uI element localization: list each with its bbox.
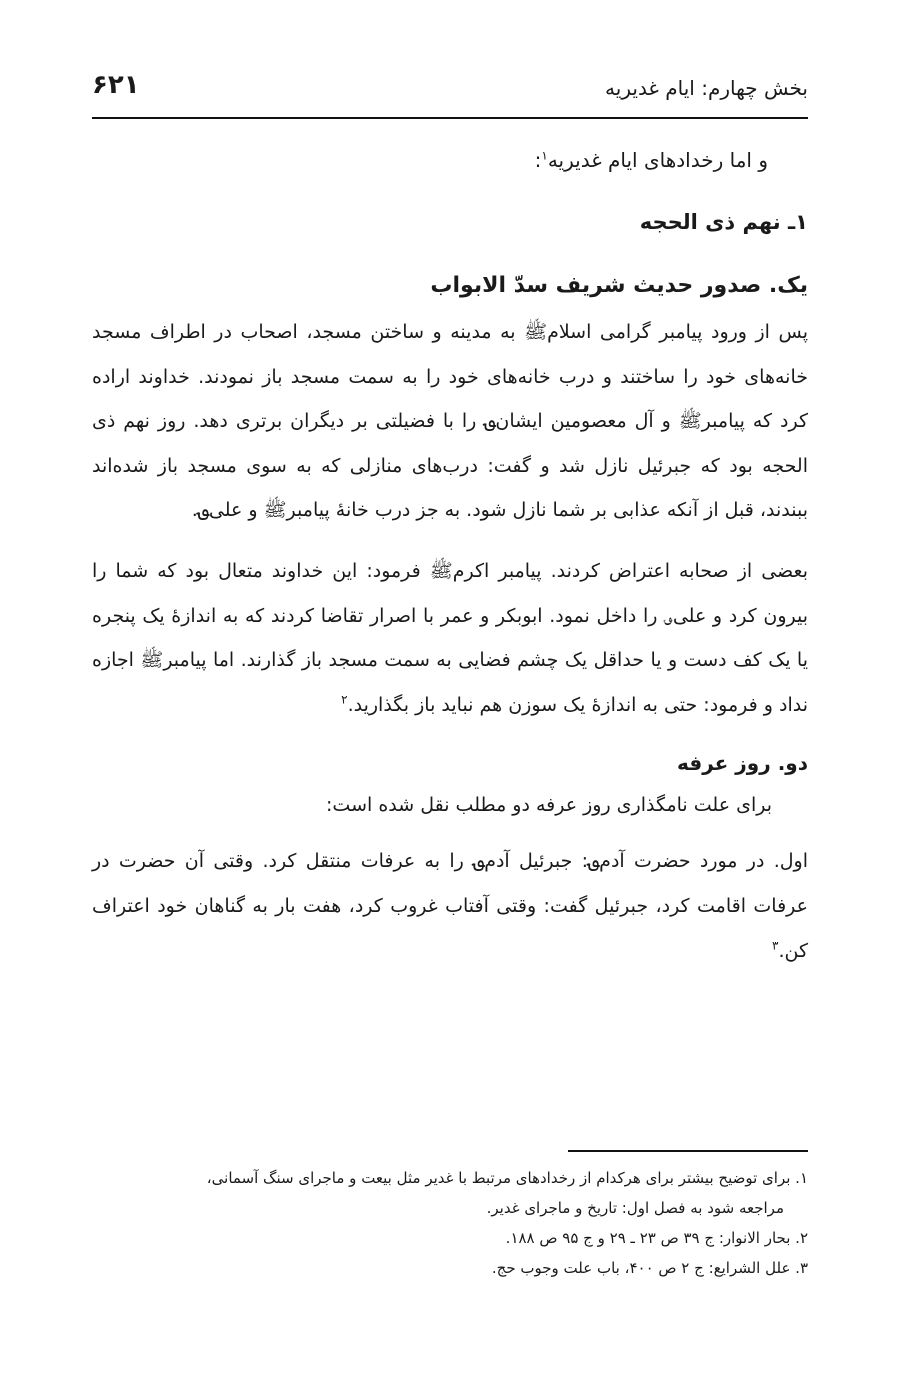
part-two-paragraph-1-text: اول. در مورد حضرت آدم؈: جبرئیل آدم؈ را به عرفات منتقل کرد. وقتی آن حضرت در عرفات اقامت کرد، جبرئیل گفت: وقتی آفتاب غروب کرد، هفت بار به گناهان خود اعتراف کن. xyxy=(92,850,808,962)
part-two-heading: دو. روز عرفه xyxy=(676,751,808,776)
header-divider xyxy=(92,117,808,119)
section-heading: ۱ـ نهم ذی الحجه xyxy=(639,210,808,234)
footnote-2: ۲. بحار الانوار: ج ۳۹ ص ۲۳ ـ ۲۹ و ج ۹۵ ص ۱۸۸. xyxy=(505,1229,808,1247)
part-one-paragraph-2-text: بعضی از صحابه اعتراض کردند. پیامبر اکرمﷺ فرمود: این خداوند متعال بود که شما را بیرون کرد و علی؈ را داخل نمود. ابوبکر و عمر با اصرار تقاضا کردند که به اندازهٔ یک پنجره یا یک کف دست و یا حداقل یک چشم فضایی به سمت مسجد باز گذارند. اما پیامبرﷺ اجازه نداد و فرمود: حتی به اندازهٔ یک سوزن هم نباید باز بگذارید. xyxy=(92,559,808,716)
footnotes xyxy=(92,1163,808,1283)
footnote-1: ۱. برای توضیح بیشتر برای هرکدام از رخدادهای مرتبط با غدیر مثل بیعت و ماجرای سنگ آسمانی، xyxy=(206,1169,808,1187)
page-header xyxy=(92,70,808,110)
book-page xyxy=(92,0,808,1390)
part-one-paragraph-1: پس از ورود پیامبر گرامی اسلامﷺ به مدینه و ساختن مسجد، اصحاب در اطراف مسجد خانه‌های خود را ساختند و درب خانه‌های خود را به سمت مسجد باز نمودند. خداوند اراده کرد که پیامبرﷺ و آل معصومین ایشان؈ را با فضیلتی بر دیگران برتری دهد. روز نهم ذی الحجه بود که جبرئیل نازل شد و گفت: درب‌های منازلی که به سوی مسجد باز شده‌اند ببندند، قبل از آنکه عذابی بر شما نازل شود. به جز درب خانهٔ پیامبرﷺ و علی؈. xyxy=(92,321,808,522)
footnote-divider xyxy=(568,1150,808,1152)
page-number: ۶۲۱ xyxy=(92,70,140,100)
intro-text: و اما رخدادهای ایام غدیریه xyxy=(547,148,768,172)
intro-line xyxy=(92,138,808,182)
part-one-paragraph-2 xyxy=(92,549,808,727)
footnote-ref-2: ۲ xyxy=(341,692,348,707)
intro-colon: : xyxy=(534,148,542,172)
footnote-ref-1: ۱ xyxy=(541,148,548,163)
footnote-3: ۳. علل الشرایع: ج ۲ ص ۴۰۰، باب علت وجوب حج. xyxy=(491,1259,808,1277)
footnote-ref-3: ۳ xyxy=(771,938,779,953)
part-two-paragraph-1 xyxy=(92,839,808,973)
footnote-1-continued: مراجعه شود به فصل اول: تاریخ و ماجرای غدیر. xyxy=(486,1199,784,1217)
running-title: بخش چهارم: ایام غدیریه xyxy=(605,76,808,100)
part-one-heading: یک. صدور حدیث شریف سدّ الابواب xyxy=(430,273,808,298)
page-body xyxy=(92,138,808,989)
part-two-lead: برای علت نامگذاری روز عرفه دو مطلب نقل شده است: xyxy=(326,794,772,817)
